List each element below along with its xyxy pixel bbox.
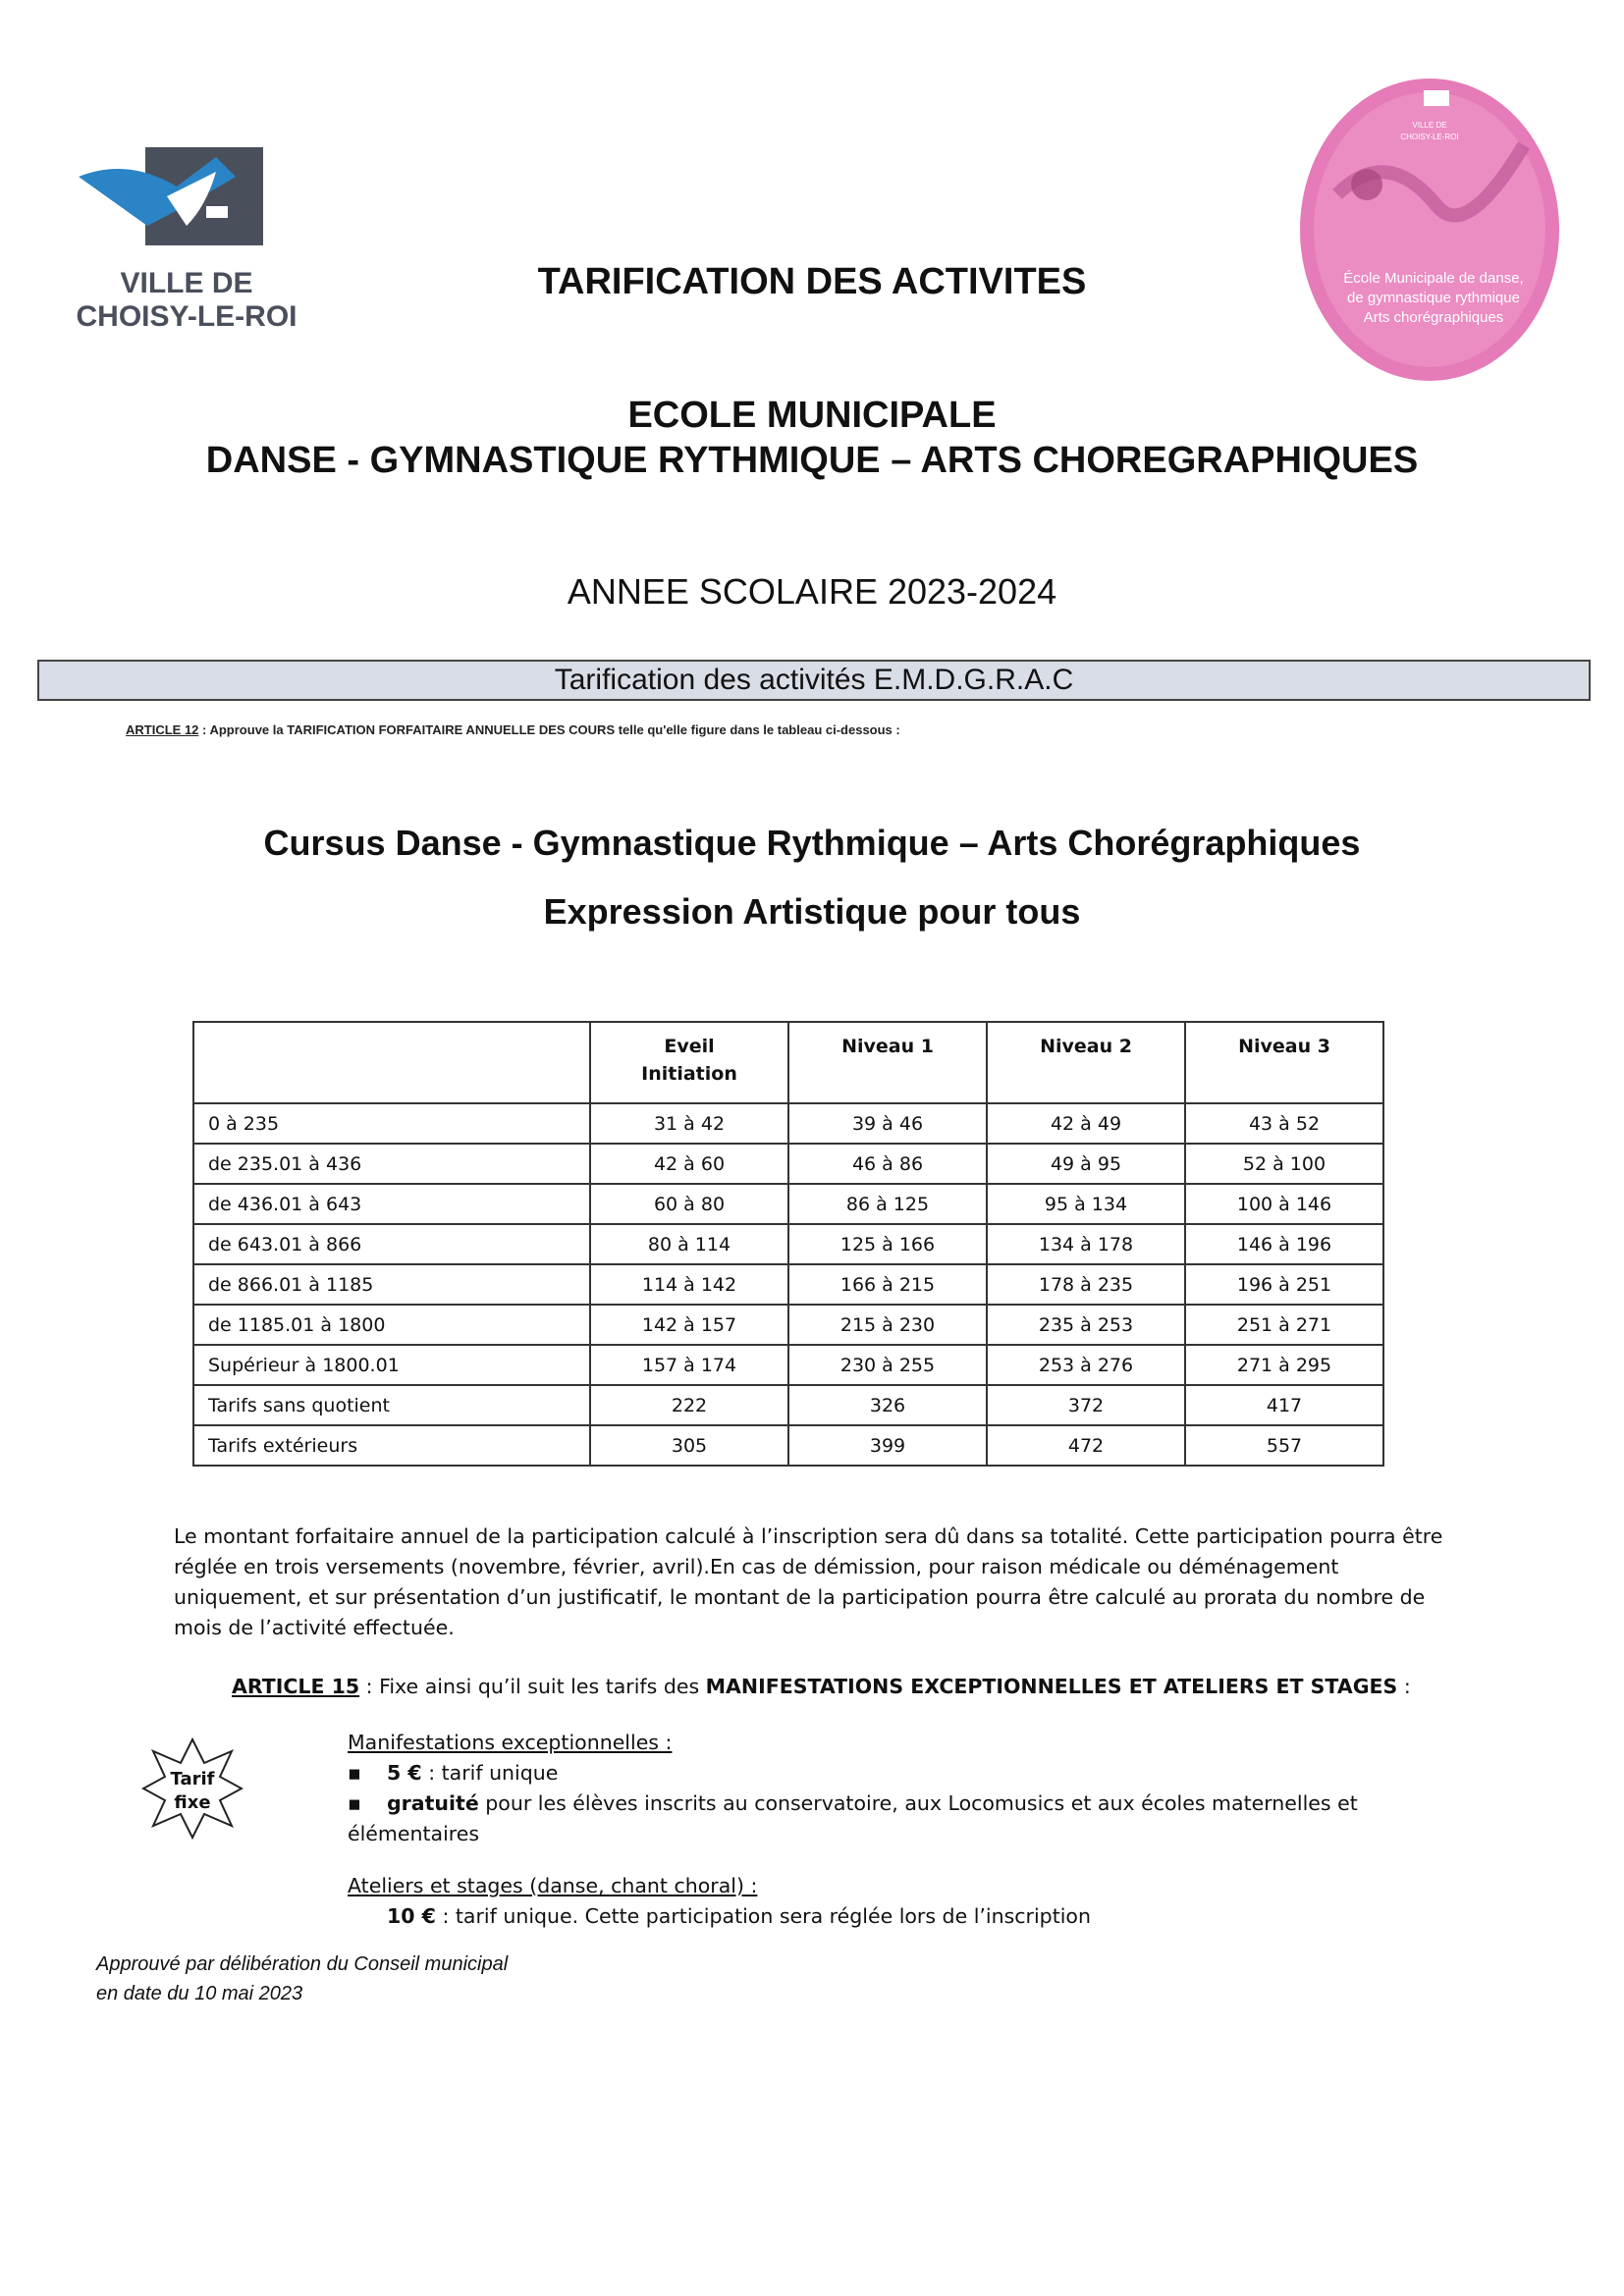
table-cell: 215 à 230 bbox=[788, 1305, 987, 1345]
table-row-label: de 436.01 à 643 bbox=[193, 1184, 590, 1224]
school-name bbox=[0, 393, 1624, 483]
page-title: TARIFICATION DES ACTIVITES bbox=[537, 261, 1087, 302]
table-row bbox=[193, 1103, 1383, 1144]
table-header-niveau2: Niveau 2 bbox=[987, 1022, 1185, 1103]
table-cell: 157 à 174 bbox=[590, 1345, 788, 1385]
table-row bbox=[193, 1385, 1383, 1425]
table-row bbox=[193, 1425, 1383, 1466]
table-row-label: de 643.01 à 866 bbox=[193, 1224, 590, 1264]
article-12-label: ARTICLE 12 bbox=[126, 722, 199, 737]
table-cell: 142 à 157 bbox=[590, 1305, 788, 1345]
table-row bbox=[193, 1345, 1383, 1385]
section-bar: Tarification des activités E.M.D.G.R.A.C bbox=[37, 660, 1591, 701]
table-cell: 86 à 125 bbox=[788, 1184, 987, 1224]
table-header-eveil: Eveil Initiation bbox=[590, 1022, 788, 1103]
logo-right-line3: École Municipale de danse, bbox=[1343, 270, 1524, 287]
logo-right-line1: VILLE DE bbox=[1412, 121, 1447, 130]
badge-line1: Tarif bbox=[170, 1769, 215, 1789]
table-cell: 31 à 42 bbox=[590, 1103, 788, 1144]
city-logo bbox=[69, 137, 304, 334]
table-cell: 178 à 235 bbox=[987, 1264, 1185, 1305]
article-15-bold: MANIFESTATIONS EXCEPTIONNELLES ET ATELIERS ET STAGES bbox=[705, 1675, 1398, 1698]
table-cell: 251 à 271 bbox=[1185, 1305, 1383, 1345]
manifestations-heading: Manifestations exceptionnelles : bbox=[348, 1731, 673, 1754]
table-row-label: Tarifs sans quotient bbox=[193, 1385, 590, 1425]
table-row-label: de 1185.01 à 1800 bbox=[193, 1305, 590, 1345]
article-15-text: : Fixe ainsi qu’il suit les tarifs des bbox=[359, 1675, 706, 1698]
table-row bbox=[193, 1184, 1383, 1224]
article-12-text: : Approuve la TARIFICATION FORFAITAIRE ANNUELLE DES COURS telle qu'elle figure dans le tableau ci-dessous : bbox=[198, 722, 900, 737]
cursus-subtitle: Expression Artistique pour tous bbox=[543, 891, 1081, 932]
star-badge-icon bbox=[141, 1737, 244, 1840]
table-cell: 46 à 86 bbox=[788, 1144, 987, 1184]
table-row-label: Tarifs extérieurs bbox=[193, 1425, 590, 1466]
approval-note bbox=[96, 1949, 508, 2008]
logo-right-line4: de gymnastique rythmique bbox=[1347, 290, 1520, 306]
table-row-label: de 235.01 à 436 bbox=[193, 1144, 590, 1184]
table-cell: 95 à 134 bbox=[987, 1184, 1185, 1224]
payment-paragraph: Le montant forfaitaire annuel de la participation calculé à l’inscription sera dû dans sa totalité. Cette participation pourra être réglée en trois versements (novembre, février, avril).En cas de démission, pour raison médicale ou déménagement uniquement, et sur présentation d’un justificatif, le montant de la participation pourra être calculé au prorata du nombre de mois de l’activité effectuée. bbox=[174, 1524, 1443, 1639]
table-cell: 49 à 95 bbox=[987, 1144, 1185, 1184]
school-line1: ECOLE MUNICIPALE bbox=[627, 395, 997, 436]
table-cell: 146 à 196 bbox=[1185, 1224, 1383, 1264]
table-header-empty bbox=[193, 1022, 590, 1103]
table-cell: 326 bbox=[788, 1385, 987, 1425]
logo-left-line1: VILLE DE bbox=[120, 267, 253, 299]
table-cell: 253 à 276 bbox=[987, 1345, 1185, 1385]
table-cell: 472 bbox=[987, 1425, 1185, 1466]
school-line2: DANSE - GYMNASTIQUE RYTHMIQUE – ARTS CHOREGRAPHIQUES bbox=[205, 440, 1419, 481]
manifestations-item-2: ▪ gratuité pour les élèves inscrits au conservatoire, aux Locomusics et aux écoles maternelles et élémentaires bbox=[348, 1791, 1358, 1845]
table-cell: 134 à 178 bbox=[987, 1224, 1185, 1264]
table-row-label: de 866.01 à 1185 bbox=[193, 1264, 590, 1305]
ateliers-heading: Ateliers et stages (danse, chant choral) : bbox=[348, 1874, 758, 1897]
tariff-table bbox=[192, 1021, 1384, 1467]
article-15-end: : bbox=[1397, 1675, 1411, 1698]
logo-right-line5: Arts chorégraphiques bbox=[1363, 309, 1504, 326]
table-row bbox=[193, 1264, 1383, 1305]
table-header-niveau3: Niveau 3 bbox=[1185, 1022, 1383, 1103]
table-cell: 417 bbox=[1185, 1385, 1383, 1425]
logo-right-line2: CHOISY-LE-ROI bbox=[1400, 133, 1459, 141]
table-cell: 125 à 166 bbox=[788, 1224, 987, 1264]
approval-line1: Approuvé par délibération du Conseil municipal bbox=[96, 1953, 509, 1975]
table-cell: 42 à 49 bbox=[987, 1103, 1185, 1144]
table-cell: 39 à 46 bbox=[788, 1103, 987, 1144]
table-cell: 60 à 80 bbox=[590, 1184, 788, 1224]
tarif-fixe-badge bbox=[141, 1737, 244, 1840]
table-header-niveau1: Niveau 1 bbox=[788, 1022, 987, 1103]
table-cell: 235 à 253 bbox=[987, 1305, 1185, 1345]
table-cell: 372 bbox=[987, 1385, 1185, 1425]
badge-line2: fixe bbox=[174, 1792, 211, 1813]
table-row-label: Supérieur à 1800.01 bbox=[193, 1345, 590, 1385]
approval-line2: en date du 10 mai 2023 bbox=[96, 1983, 303, 2004]
ateliers-price: 10 € : tarif unique. Cette participation sera réglée lors de l’inscription bbox=[387, 1904, 1091, 1928]
cursus-title: Cursus Danse - Gymnastique Rythmique – Arts Chorégraphiques bbox=[263, 823, 1361, 863]
table-row bbox=[193, 1305, 1383, 1345]
table-cell: 80 à 114 bbox=[590, 1224, 788, 1264]
school-year: ANNEE SCOLAIRE 2023-2024 bbox=[567, 571, 1057, 612]
table-cell: 271 à 295 bbox=[1185, 1345, 1383, 1385]
table-header-row bbox=[193, 1022, 1383, 1103]
dance-school-logo bbox=[1298, 77, 1561, 383]
table-cell: 42 à 60 bbox=[590, 1144, 788, 1184]
table-cell: 399 bbox=[788, 1425, 987, 1466]
table-cell: 43 à 52 bbox=[1185, 1103, 1383, 1144]
table-cell: 222 bbox=[590, 1385, 788, 1425]
table-row bbox=[193, 1144, 1383, 1184]
table-cell: 196 à 251 bbox=[1185, 1264, 1383, 1305]
table-row-label: 0 à 235 bbox=[193, 1103, 590, 1144]
logo-left-line2: CHOISY-LE-ROI bbox=[76, 300, 298, 333]
table-cell: 166 à 215 bbox=[788, 1264, 987, 1305]
manifestations-item-1: ▪ 5 € : tarif unique bbox=[348, 1761, 559, 1785]
table-cell: 230 à 255 bbox=[788, 1345, 987, 1385]
city-logo-icon bbox=[69, 137, 304, 334]
article-15 bbox=[232, 1675, 1411, 1698]
table-cell: 100 à 146 bbox=[1185, 1184, 1383, 1224]
table-cell: 557 bbox=[1185, 1425, 1383, 1466]
table-cell: 114 à 142 bbox=[590, 1264, 788, 1305]
dance-school-logo-icon bbox=[1298, 77, 1561, 383]
table-cell: 52 à 100 bbox=[1185, 1144, 1383, 1184]
table-row bbox=[193, 1224, 1383, 1264]
article-15-label: ARTICLE 15 bbox=[232, 1675, 360, 1698]
manifestations-section bbox=[348, 1728, 1428, 1932]
table-cell: 305 bbox=[590, 1425, 788, 1466]
article-12 bbox=[126, 722, 900, 737]
